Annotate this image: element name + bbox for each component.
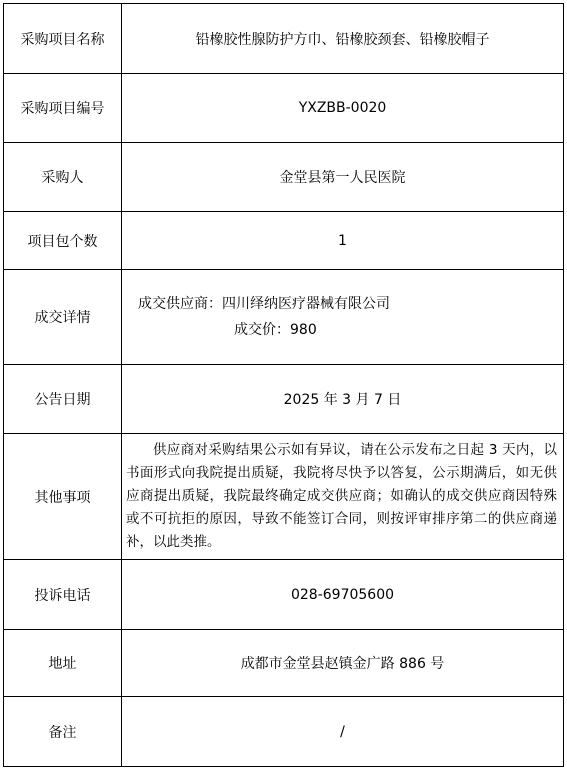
deal-supplier: 成交供应商：四川绎纳医疗器械有限公司 [138, 296, 390, 312]
project-code-value: YXZBB-0020 [122, 74, 564, 143]
row-package-count [4, 212, 564, 270]
row-project-name [4, 4, 564, 74]
package-count-label: 项目包个数 [4, 212, 122, 270]
announcement-date-value: 2025 年 3 月 7 日 [122, 365, 564, 434]
complaint-phone-value: 028-69705600 [122, 560, 564, 630]
deal-price: 成交价：980 [234, 322, 317, 338]
buyer-value: 金堂县第一人民医院 [122, 143, 564, 212]
address-label: 地址 [4, 630, 122, 697]
address-value: 成都市金堂县赵镇金广路 886 号 [122, 630, 564, 697]
procurement-result-table [3, 3, 564, 767]
row-address [4, 630, 564, 697]
complaint-phone-label: 投诉电话 [4, 560, 122, 630]
remarks-value: / [122, 697, 564, 767]
package-count-value: 1 [122, 212, 564, 270]
row-deal-details [4, 270, 564, 365]
row-other-matters [4, 434, 564, 560]
deal-details-content [122, 291, 563, 343]
row-announcement-date [4, 365, 564, 434]
remarks-label: 备注 [4, 697, 122, 767]
other-matters-cell [122, 434, 564, 560]
buyer-label: 采购人 [4, 143, 122, 212]
project-name-value: 铅橡胶性腺防护方巾、铅橡胶颈套、铅橡胶帽子 [122, 4, 564, 74]
deal-details-cell [122, 270, 564, 365]
project-name-label: 采购项目名称 [4, 4, 122, 74]
row-project-code [4, 74, 564, 143]
other-matters-text: 供应商对采购结果公示如有异议，请在公示发布之日起 3 天内，以书面形式向我院提出质疑，我院将尽快予以答复，公示期满后，如无供应商提出质疑，我院最终确定成交供应商；如确认的成交供应商因特殊或不可抗拒的原因，导致不能签订合同，则按评审排序第二的供应商递补，以此类推。 [126, 442, 557, 550]
deal-details-label: 成交详情 [4, 270, 122, 365]
row-remarks [4, 697, 564, 767]
project-code-label: 采购项目编号 [4, 74, 122, 143]
row-buyer [4, 143, 564, 212]
other-matters-label: 其他事项 [4, 434, 122, 560]
row-complaint-phone [4, 560, 564, 630]
announcement-date-label: 公告日期 [4, 365, 122, 434]
